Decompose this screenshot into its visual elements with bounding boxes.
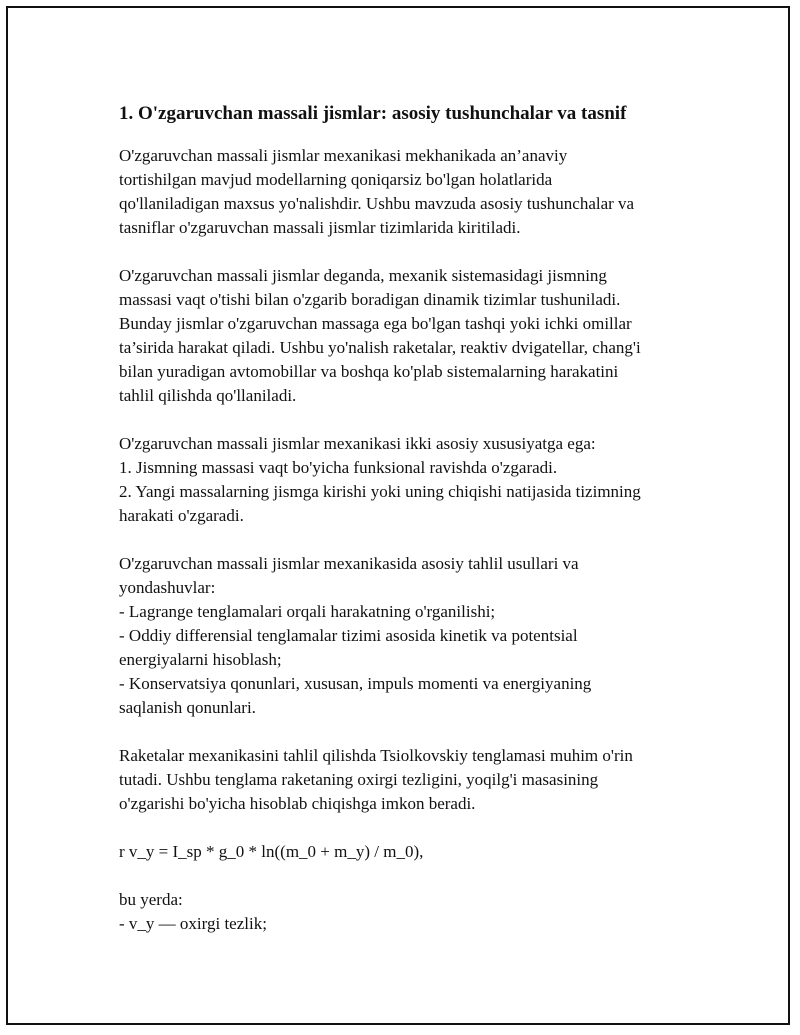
paragraph [119,888,709,936]
text-line: yondashuvlar: [119,578,216,597]
text-line: O'zgaruvchan massali jismlar mexanikasi ikki asosiy xususiyatga ega: [119,434,596,453]
text-line: r v_y = I_sp * g_0 * ln((m_0 + m_y) / m_0), [119,842,424,861]
paragraph [119,432,709,528]
text-line: saqlanish qonunlari. [119,698,256,717]
text-line: energiyalarni hisoblash; [119,650,282,669]
text-line: bilan yuradigan avtomobillar va boshqa ko'plab sistemalarning harakatini [119,362,619,381]
text-line: tortishilgan mavjud modellarning qoniqarsiz bo'lgan holatlarida [119,170,553,189]
text-line: ta’sirida harakat qiladi. Ushbu yo'nalish raketalar, reaktiv dvigatellar, chang'i [119,338,641,357]
text-line: - Lagrange tenglamalari orqali harakatning o'rganilishi; [119,602,496,621]
document-title: 1. O'zgaruvchan massali jismlar: asosiy tushunchalar va tasnif [119,103,627,124]
text-line: 2. Yangi massalarning jismga kirishi yoki uning chiqishi natijasida tizimning [119,482,641,501]
text-line: bu yerda: [119,890,183,909]
text-line: - v_y — oxirgi tezlik; [119,914,267,933]
paragraph [119,744,709,816]
text-line: O'zgaruvchan massali jismlar mexanikasi mekhanikada an’anaviy [119,146,568,165]
text-line: Raketalar mexanikasini tahlil qilishda Tsiolkovskiy tenglamasi muhim o'rin [119,746,633,765]
text-line: O'zgaruvchan massali jismlar deganda, mexanik sistemasidagi jismning [119,266,607,285]
text-line: Bunday jismlar o'zgaruvchan massaga ega bo'lgan tashqi yoki ichki omillar [119,314,632,333]
paragraph [119,144,709,240]
paragraph [119,840,709,864]
document-page [6,6,790,1025]
text-line: - Oddiy differensial tenglamalar tizimi asosida kinetik va potentsial [119,626,578,645]
text-line: massasi vaqt o'tishi bilan o'zgarib boradigan dinamik tizimlar tushuniladi. [119,290,621,309]
paragraph [119,552,709,720]
text-line: o'zgarishi bo'yicha hisoblab chiqishga imkon beradi. [119,794,476,813]
text-line: qo'llaniladigan maxsus yo'nalishdir. Ushbu mavzuda asosiy tushunchalar va [119,194,635,213]
paragraph [119,264,709,408]
document-content [119,100,709,960]
text-line: harakati o'zgaradi. [119,506,244,525]
text-line: tahlil qilishda qo'llaniladi. [119,386,297,405]
document-body [119,144,709,936]
text-line: O'zgaruvchan massali jismlar mexanikasida asosiy tahlil usullari va [119,554,579,573]
text-line: 1. Jismning massasi vaqt bo'yicha funksional ravishda o'zgaradi. [119,458,558,477]
text-line: tutadi. Ushbu tenglama raketaning oxirgi tezligini, yoqilg'i masasining [119,770,599,789]
text-line: - Konservatsiya qonunlari, xususan, impuls momenti va energiyaning [119,674,592,693]
text-line: tasniflar o'zgaruvchan massali jismlar tizimlarida kiritiladi. [119,218,521,237]
